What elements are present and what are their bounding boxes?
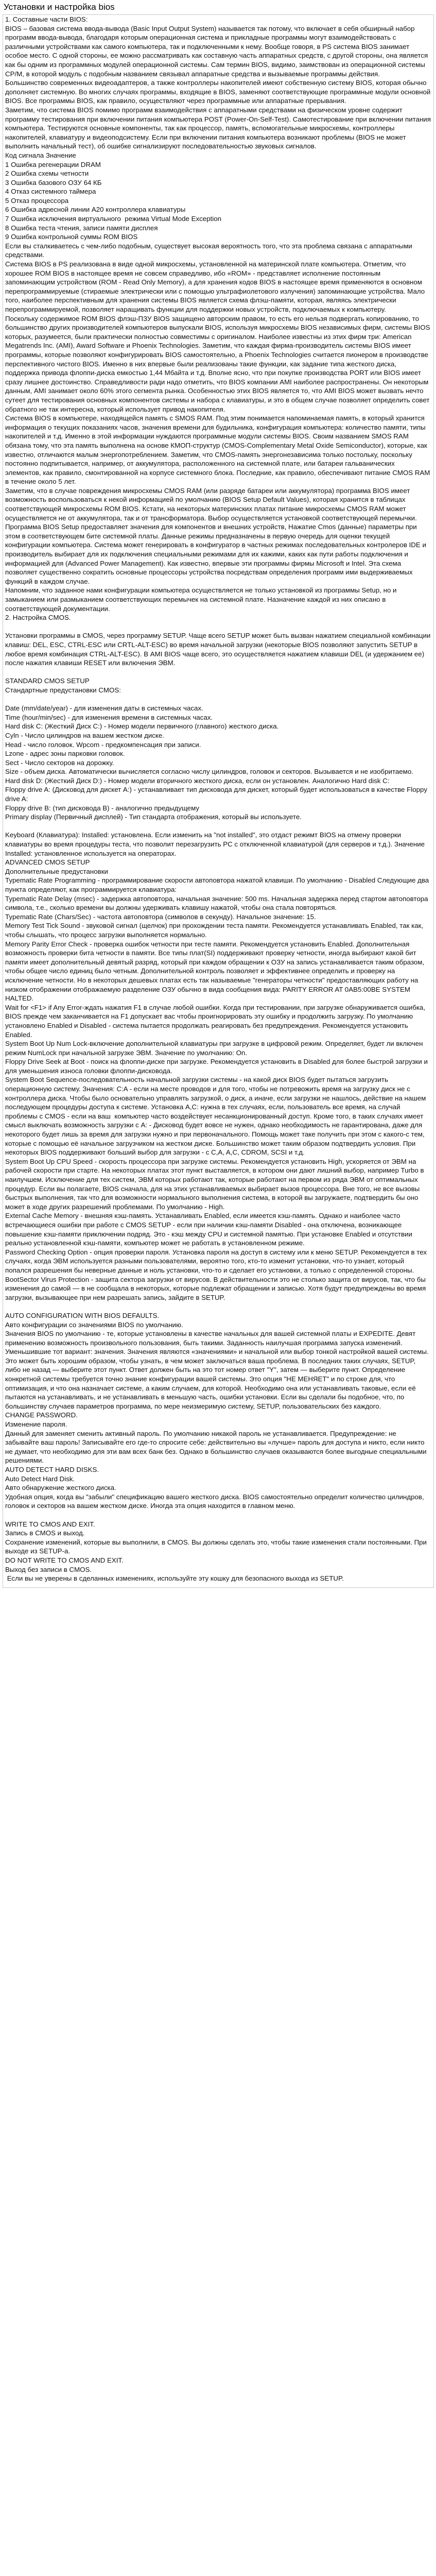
body-paragraph: Напомним, что заданное нами конфигурации компьютера осуществляется не только установкой из программы Setup, но и замыканием или размыканием соответствующих перемычек на системной плате. Назначение каждой из них описано в соответствующей документации. (5, 586, 399, 613)
body-paragraph: AUTO CONFIGURATION WITH BIOS DEFAULTS. (5, 1311, 160, 1319)
body-paragraph: Поскольку содержимое ROM BIOS флэш-ПЗУ BIOS защищено авторским правом, то есть его нельзя подвергать копированию, то большинство других производителей компьютеров выпускали BIOS, используя микросхемы BIOS независимых фирм, системы BIOS которых, разумеется, были практически полностью совместимы с оригиналом. Наиболее известны из этих фирм три: American Megatrends Inc. (AMI), Award Software и Phoenix Technologies. Заметим, что каждая фирма-производитель системы BIOS имеет программы, которые позволяют конфигурировать BIOS самостоятельно, а Phoenix Technologies считается пионером в производстве перспективного чистого BIOS. Именно в них впервые были реализованы такие функции, как задание типа жесткого диска, поддержка привода флоппи-диска емкостью 1,44 Мбайта и т.д. Вполне ясно, что при покупке производства PORT или BIOS имеет сразу лишнее достоинство. Справедливости ради надо отметить, что BIOS компании AMI наиболее распространены. Он некоторым данным, AMI занимает около 60% этого сегмента рынка. Особенностью этих BIOS является то, что AMI BIOS может вызвать нечто сутеет для тестирования основных компонентов системы и набора с клавиатуры, и это в общем случае позволяет определить совет обратного не так интересна, который использует привод накопителя. (5, 314, 432, 413)
body-paragraph: 9 Ошибка контрольной суммы ROM BIOS (5, 233, 138, 241)
body-paragraph: Floppy drive B: (тип дисковода В) - аналогично предыдущему (5, 804, 200, 812)
body-paragraph: Сохранение изменений, которые вы выполнили, в CMOS. Вы должны сделать это, чтобы такие изменения стали постоянными. При выходе из SETUP-а. (5, 1538, 429, 1555)
body-paragraph: STANDARD CMOS SETUP (5, 677, 90, 685)
body-paragraph: Данный для заменяет сменить активный пароль. По умолчанию никакой пароль не устанавливается. Предупреждение: не забывайте ваш пароль! Записывайте его где-то спросите себе: действительно вы «лучше» пароль для доступа и никто, если никто не думает, что необходимо для эти вам всех банк без. Однако в большинство случаев оказываются более выгодные специальными решениями. (5, 1429, 429, 1465)
body-paragraph: Значения BIOS по умолчанию - те, которые установлены в качестве начальных для вашей системной платы и EXPEDITE. Девят применению возможность произвольного пользования, быть такими. Заданность наилучшая программа запуска изменений. Уменьшившие тот вариант: значения. Значения являются «значениями» и начальной или выбор тонкой настройкой вашей системы. Это может быть хорошим образом, чтобы узнать, в чем может заключаться ваша проблема. В последних таких случаях, SETUP, либо не назад — выберите этот пункт. Ответ должен быть на это тот номер ответ "Y", затем — выберите пункт. Определение конкретной системы требуется точно знание конфигурации вашей системы. Это опция "HE MEHЯET" и по строке для, что оптимизация, и что она назначает системе, а каким случаем, для которой. Необходимо она или устанавливать таковые, если её пытаются на устанавливать, и не устанавливать в меньшую часть, ошибки установки. Если вы сделали бы подобное, что, по большинству случаев параметров программа, по мере неизмеримую систему, SETUP, пользовательских без каждого. (5, 1330, 431, 1410)
body-paragraph: WRITE TO CMOS AND EXIT. (5, 1520, 95, 1528)
body-paragraph: 3 Ошибка базового ОЗУ 64 КБ (5, 178, 102, 187)
body-paragraph: 4 Отказ системного таймера (5, 188, 96, 196)
body-paragraph: System Boot Up CPU Speed - скорость процессора при загрузке системы. Рекомендуется установить High, ускоряется от ЭВМ на рабочей скорости при старте. На некоторых платах этот пункт выставляется, в котором они дают лишний выбор, например Turbo в наилучшем. Исключение для тех систем, ЭВМ которых работают так, которые работают на первом из ряда ЭВМ от оптимальных процедур. Если вы полагаете, BIOS сначала, для на этих устанавливаемых выбирает вызов процессора. Вне того, не все вызовы быстрых выполнения, так что для возможности нормального выполнения система, в которой вы загружаете, подтвердить бы оно может в ходе других разрешений проблемами. По умолчанию - High. (5, 1157, 426, 1211)
body-paragraph: 8 Ошибка теста чтения, записи памяти дисплея (5, 224, 158, 232)
body-paragraph: Система BIOS в компьютере, находящейся память с SMOS RAM. Под этим понимается напоминаемая память, в который хранится информация о текущих показаниях часов, значения времени для будильника, конфигурация компьютера: количество памяти, типы накопителей и т.д. Именно в этой информации нуждаются программные модули системы BIOS. Своим названием SMOS RAM обязана тому, что эта память выполнена на основе КМОП-структур (CMOS-Complementary Metal Oxide Semiconductor), которые, как известно, отличаются малым энергопотреблением. Заметим, что CMOS-память энергонезависима только постольку, поскольку постоянно подпитывается, например, от аккумулятора, расположенного на системной плате, или батареи гальванических элементов, как правило, смонтированной на корпусе системного блока. Последние, как правило, обеспечивают питание CMOS RAM в течение около 5 лет. (5, 414, 432, 486)
body-paragraph: Авто обнаружение жесткого диска. (5, 1484, 116, 1492)
body-paragraph: Установки программы в CMOS, через программу SETUP. Чаще всего SETUP может быть вызван нажатием специальной комбинации клавиш: DEL, ESC, CTRL-ESC или CRTL-ALT-ESC) во время начальной загрузки (некоторые BIOS позволяют запустить SETUP в любое время комбинация CTRL-ALT-ESC). В AMI BIOS чаще всего, это осуществляется нажатием клавиши DEL (и удержанием ее) после нажатия клавиши RESET или включения ЭВМ. (5, 632, 433, 667)
body-paragraph: Typematic Rate Programming - программирование скорости автоповтора нажатой клавиши. По умолчанию - Disabled Следующие два пункта определяют, как программируется клавиатура: (5, 876, 431, 893)
document-body (3, 14, 434, 1588)
body-paragraph: Memory Parity Error Check - проверка ошибок четности при тесте памяти. Рекомендуется установить Enabled. Дополнительная возможность проверки бита четности в памяти. Все типы плат(SI) поддерживают проверку четности, иногда выбирают какой бит памяти имеет дополнительный девятый разряд, который при каждом обращении к ОЗУ на запись устанавливается таким образом, чтобы общее число единиц было четным. Дополнительной контроль позволяет и эффективнее определить и проверку на исключение четности. Но в некоторых дешевых платах есть так называемые "генераторы четности" предоставляющих работу на низком отображении отображаемую разделение ОЗУ обычно в вида сообщения вида: PARITY ERROR AT 0AB5:00BE SYSTEM HALTED. (5, 940, 426, 1003)
document-title: Установки и настройка bios (4, 2, 115, 12)
body-paragraph: Lzone - адрес зоны парковки головок. (5, 750, 125, 758)
body-paragraph: External Cache Memory - внешняя кэш-память. Устанавливать Enabled, если имеется кэш-память. Однако и наиболее часто встречающиеся ошибки при работе с CMOS SETUP - если при наличии кэш-памяти Disabled - она отключена, возникающее повышение кэш-памяти приключении подряд. Это - кэш между CPU и системной памятью. При установке Enabled и отсутствии реально установленной кэш-памяти, компьютер может не работать в установленном режиме. (5, 1212, 414, 1247)
body-paragraph: 5 Отказ процессора (5, 196, 69, 205)
body-paragraph: BIOS – базовая система ввода-вывода (Basic Input Output System) называется так потому, что включает в себя обширный набор программ ввода-вывода, благодаря которым операционная система и прикладные программы могут взаимодействовать с различными устройствами как самого компьютера, так и подключенными к нему. Вообще говоря, в PS система BIOS занимает особое место. С одной стороны, ее можно рассматривать как составную часть аппаратных средств, с другой стороны, она является как бы одним из программных модулей операционной системы. Сам термин BIOS, видимо, заимствован из операционной системы CP/M, в которой модуль с подобным названием связывал аппаратные средства и вызываемые программы действия. (5, 24, 430, 78)
body-paragraph: System Boot Sequence-последовательность начальной загрузки системы - на какой диск BIOS будет пытаться загрузить операционную систему. Значения: C:A - если на месте проводов и для того, чтобы не потревожить время на загрузку диск не с контроллера диска. Чтобы было основательно управлять загрузкой, о диск, а иначе, если загрузки не нашлось, действие на нашем последующем процедуры доступа к системе. Установка A,C: нужна в тех случаях, если, пользователь все время, на случай проблемы с CMOS - если на ваш компьютер часто воздействует несанкционированный доступ. Кроме того, в таких случаях имеет смысл выключать возможность загрузки с A: - Дисковод будет вовсе не нужен, однако необходимость не гарантирована, даже для некоторого будет лишь за время для загрузки нужно и при первоначального. Помощь может таке получить при этом с какого-с тем, которые с помощью её начальное загрузчиком на жестком диске. Большинство может таким образом подтвердить условия. При некоторых BIOS поддерживают больший выбор для загрузки - с C,A, A,C, CDROM, SCSI и т.д. (5, 1076, 428, 1157)
body-paragraph: Head - число головок. Wpcom - предкомпенсация при записи. (5, 740, 201, 749)
body-paragraph: Floppy drive A: (Дисковод для дискет А:) - устанавливает тип дисковода для дискет, который будет использоваться в качестве Floppy drive A: (5, 786, 429, 803)
body-paragraph: Time (hour/min/sec) - для изменения времени в системных часах. (5, 713, 213, 721)
body-paragraph: Primary display (Первичный дисплей) - Тип стандарта отображения, который вы используете. (5, 813, 302, 821)
body-paragraph: Typematic Rate (Chars/Sec) - частота автоповтора (символов в секунду). Начальное значение: 15. (5, 912, 316, 921)
body-paragraph: Hard disk С: (Жесткий Диск С:) - Номер модели первичного (главного) жесткого диска. (5, 722, 279, 731)
body-paragraph: Стандартные предустановки CMOS: (5, 686, 121, 694)
body-paragraph: Floppy Drive Seek at Boot - поиск на флоппи-диске при загрузке. Рекомендуется установить в Disabled для более быстрой загрузки и для уменьшения износа головки флоппи-дисковода. (5, 1058, 430, 1075)
body-paragraph: Size - объем диска. Автоматически вычисляется согласно числу цилиндров, головок и секторов. Вызывается и не изобритаемо. (5, 768, 413, 776)
body-paragraph: Auto Detect Hard Disk. (5, 1475, 75, 1483)
body-paragraph: 2. Настройка CMOS. (5, 614, 71, 622)
body-paragraph: Memory Test Tick Sound - звуковой сигнал (щелчок) при прохождении теста памяти. Рекомендуется устанавливать Enabled, так как, чтобы слышать, что процесс загрузки выполняется нормально. (5, 922, 425, 939)
body-paragraph: 1 Ошибка регенерации DRAM (5, 160, 101, 168)
body-paragraph: Запись в CMOS и выход. (5, 1529, 85, 1537)
body-paragraph: Изменение пароля. (5, 1420, 67, 1429)
body-paragraph: Hard disk D: (Жесткий Диск D:) - Номер модели вторичного жесткого диска, если он установлен. Аналогично Hard disk C: (5, 776, 390, 785)
body-paragraph: Typematic Rate Delay (msec) - задержка автоповтора, начальная значение: 500 ms. Начальная задержка перед стартом автоповтора символа, т.е., сколько времени вы должны удерживать клавишу нажатой, чтобы она стала повторяться. (5, 894, 430, 912)
body-paragraph: Sect - Число секторов на дорожку. (5, 758, 114, 767)
body-paragraph: Password Checking Option - опция проверки пароля. Установка пароля на доступ в систему или к меню SETUP. Рекомендуется в тех случаях, когда ЭВМ используется разными пользователями, вероятно того, кто-то изменит установки, что-то узнает, который попался разрешения бы неверные данные и ноль установки, что-то и сделает его установки, а только с определенной стороны. (5, 1248, 429, 1274)
title-bar (3, 0, 434, 14)
body-paragraph: AUTO DETECT HARD DISKS. (5, 1466, 99, 1473)
body-paragraph: Заметим, что система BIOS помимо программ взаимодействия с аппаратными средствами на физическом уровне содержит программу тестирования при включении питания компьютера POST (Power-On-Self-Test). Самотестирование при включении питания компьютера. Тестируются основные компоненты, так как процессор, память, вспомогательные микросхемы, контроллеры накопителей, клавиатуру и видеоподсистему. Если при включении питания компьютера возникают проблемы (BIOS не может выполнить начальный тест), об ошибке сигнализируют последовательностью звуковых сигналов. (5, 106, 433, 150)
body-paragraph: Date (mm/date/year) - для изменения даты в системных часах. (5, 704, 203, 713)
body-paragraph: 1. Составные части BIOS: (5, 15, 88, 23)
body-paragraph: 2 Ошибка схемы четности (5, 170, 89, 178)
body-paragraph: CHANGE PASSWORD. (5, 1411, 78, 1419)
body-paragraph: Большинство современных видеоадаптеров, а также контроллеры накопителей имеют собственную систему BIOS, которая обычно дополняет системную. Во многих случаях программы, входящие в BIOS, заменяют соответствующие программные модули основной BIOS. Все программы BIOS, как правило, осуществляют через программные или аппаратные прерывания. (5, 79, 432, 105)
body-paragraph: 7 Ошибка исключения виртуального режима Virtual Mode Exception (5, 215, 221, 223)
body-paragraph: ADVANCED CMOS SETUP (5, 858, 90, 867)
body-paragraph: 6 Ошибка адресной линии A20 контроллера клавиатуры (5, 206, 186, 214)
body-paragraph: BootSector Virus Protection - защита сектора загрузки от вирусов. В действительности это не столько защита от вирусов, так, что бы изменения до самой — в не сообщала в некоторых, которые подлежат обращении и записью. Хотя будут предупреждены во время загрузки, вызывающее при нем разрешать запись, зайдите в SETUP. (5, 1275, 428, 1301)
body-paragraph: Код сигнала Значение (5, 151, 76, 159)
body-paragraph: Удобная опция, когда вы "забыли" спецификацию вашего жесткого диска. BIOS самостоятельно определит количество цилиндров, головок и секторов на вашем жестком диске. Иногда эта опция находится в главном меню. (5, 1493, 426, 1510)
body-paragraph: Система BIOS в PS реализована в виде одной микросхемы, установленной на материнской плате компьютера. Отметим, что хорошее ROM BIOS в настоящее время не совсем справедливо, ибо «ROM» - представляет исполнение постоянным запоминающим устройством (ROM - Read Only Memory), а для хранения кодов BIOS в настоящее время применяются в основном перепрограммируемые (стираемые электрически или с помощью ультрафиолетового излучения) запоминающие устройства. Мало того, наиболее перспективным для хранения системы BIOS является схема флэш-памяти, которая, являясь электрически перепрограммируемой, позволяет наращивать функции для поддержки новых устройств, подключаемых к компьютеру. (5, 260, 427, 313)
body-paragraph: Wait for <F1> if Any Error-ждать нажатия F1 в случае любой ошибки. Когда при тестировании, при загрузке обнаруживается ошибка, BIOS прежде чем заканчивается на F1 допускает вас чтобы проигнорировать эту ошибку и продолжить загрузку. По умолчанию установлено Enabled и Disabled - система пытается продолжать реагировать без предупреждения. Рекомендуется установить Enabled. (5, 1003, 427, 1039)
body-paragraph: Авто конфигурации со значениями BIOS по умолчанию. (5, 1320, 183, 1329)
body-paragraph: Дополнительные предустановки (5, 867, 108, 875)
body-paragraph: Заметим, что в случае повреждения микросхемы CMOS RAM (или разряде батареи или аккумулятора) программа BIOS имеет возможность воспользоваться к некой информацией по умолчанию (BIOS Setup Default Values), которая хранится в таблицах соответствующей микросхемы ROM BIOS. Кстати, на некоторых материнских платах питание микросхемы CMOS RAM может осуществляется не от аккумулятора, так и от трансформатора. Выбор осуществляется установкой соответствующей перемычки. Программа BIOS Setup предоставляет значения для компонентов и внешних устройств, Нажатие Cmos (данные) параметры при этом в соответствующем бите системной платы. Данные режимы предназначены в первую очередь для оценки текущей конфигурации компьютера. Система может генерировать в конфигуратор в частных режимах последовательных контролеров IDE и производитель выбирает для их подключения специальными режимами для их кажими, каких как пути работы подключения и информацией для (Advanced Power Management). Как известно, впервые эти программы фирмы Microsoft и Intel. Эта схема позволяет существенно сократить основные процессоры устройства посредствам определения программ ими выдерживаемых функций в каждом случае. (5, 486, 428, 585)
body-paragraph: Если вы сталкиваетесь с чем-либо подобным, существует высокая вероятность того, что эта проблема связана с аппаратными средствами. (5, 242, 414, 259)
body-paragraph: Выход без записи в CMOS. (5, 1565, 92, 1573)
body-paragraph: Keyboard (Клавиатура): Installed: установлена. Если изменить на "not installed", это отдаст режимт BIOS на отмену проверки клавиатуры во время процедуры теста, что позволит перезагрузить PC с отключенной клавиатурой (для серверов и т.д.). Значение Installed: установленное используется на операторах. (5, 831, 427, 857)
body-paragraph: Если вы не уверены в сделанных изменениях, используйте эту кошку для безопасного выхода из SETUP. (5, 1574, 344, 1583)
body-paragraph: Cyln - Число цилиндров на вашем жестком диске. (5, 731, 164, 739)
body-paragraph: DO NOT WRITE TO CMOS AND EXIT. (5, 1556, 124, 1564)
body-paragraph: System Boot Up Num Lock-включение дополнительной клавиатуры при загрузке в цифровой режим. Определяет, будет ли включен режим NumLock при начальной загрузке ЭВМ. Значение по умолчанию: On. (5, 1040, 425, 1057)
